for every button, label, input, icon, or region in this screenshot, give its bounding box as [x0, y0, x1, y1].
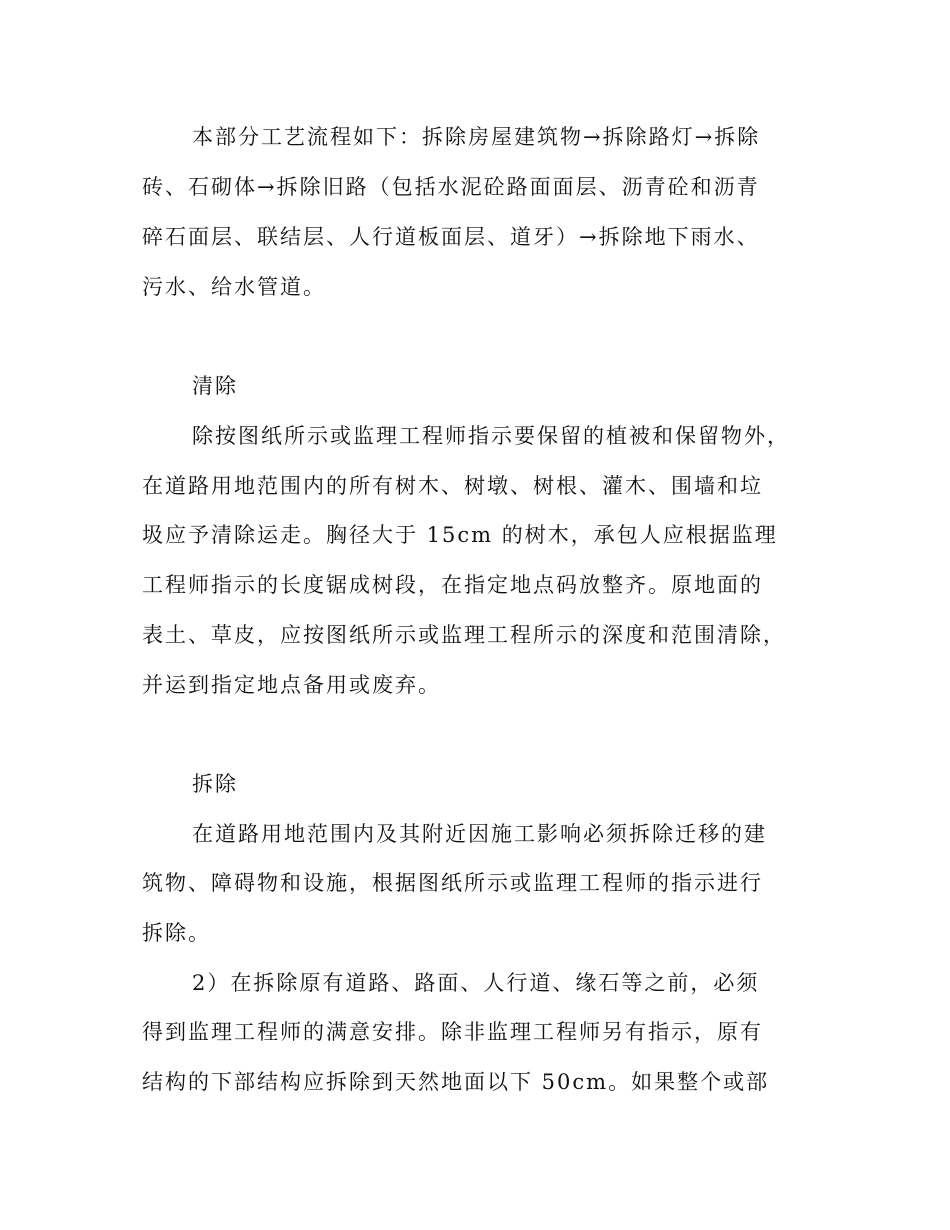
- paragraph-line: 并运到指定地点备用或废弃。: [142, 673, 441, 697]
- paragraph-line: 在道路用地范围内及其附近因施工影响必须拆除迁移的建: [192, 822, 767, 846]
- paragraph-line: 拆除。: [142, 921, 211, 945]
- section-heading-demolish: 拆除: [192, 772, 238, 796]
- paragraph-line: 除按图纸所示或监理工程师指示要保留的植被和保留物外，: [192, 424, 790, 448]
- paragraph-line: 得到监理工程师的满意安排。除非监理工程师另有指示，原有: [142, 1020, 763, 1044]
- paragraph-line: 结构的下部结构应拆除到天然地面以下 50cm。如果整个或部: [142, 1070, 770, 1094]
- paragraph-line: 2）在拆除原有道路、路面、人行道、缘石等之前，必须: [192, 971, 760, 995]
- paragraph-line: 污水、给水管道。: [142, 275, 326, 299]
- paragraph-line: 在道路用地范围内的所有树木、树墩、树根、灌木、围墙和垃: [142, 474, 763, 498]
- paragraph-line: 表土、草皮，应按图纸所示或监理工程所示的深度和范围清除，: [142, 623, 786, 647]
- paragraph-line: 砖、石砌体→拆除旧路（包括水泥砼路面面层、沥青砼和沥青: [142, 175, 760, 199]
- paragraph-line: 筑物、障碍物和设施，根据图纸所示或监理工程师的指示进行: [142, 871, 763, 895]
- paragraph-line: 圾应予清除运走。胸径大于 15cm 的树木，承包人应根据监理: [142, 523, 778, 547]
- paragraph-line: 本部分工艺流程如下：拆除房屋建筑物→拆除路灯→拆除: [192, 125, 761, 149]
- paragraph-line: 工程师指示的长度锯成树段，在指定地点码放整齐。原地面的: [142, 573, 763, 597]
- paragraph-line: 碎石面层、联结层、人行道板面层、道牙）→拆除地下雨水、: [142, 225, 760, 249]
- section-heading-clear: 清除: [192, 374, 238, 398]
